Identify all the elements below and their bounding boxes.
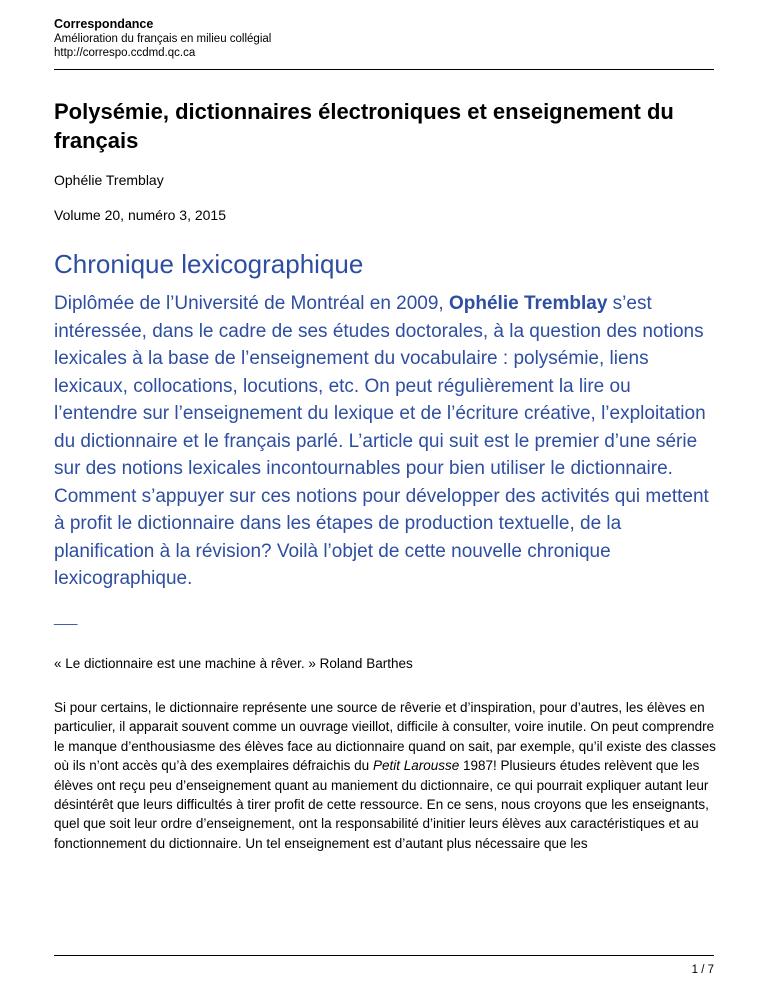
site-url[interactable]: http://correspo.ccdmd.qc.ca (54, 47, 196, 59)
page-header (54, 16, 714, 60)
site-tagline: Amélioration du français en milieu collégial (54, 33, 272, 45)
page-number: 1 / 7 (691, 964, 714, 976)
section-separator: ___ (54, 609, 78, 625)
site-name: Correspondance (54, 17, 154, 31)
book-title: Petit Larousse (372, 758, 460, 774)
body-paragraph (54, 698, 719, 853)
article-title: Polysémie, dictionnaires électroniques et enseignement du français (54, 99, 674, 153)
intro-text-end: s’est intéressée, dans le cadre de ses études doctorales, à la question des notions lexicales à la base de l’enseignement du vocabulaire : polysémie, liens lexicaux, collocations, locutions, etc. On peut régulièrement la lire ou l’entendre sur l’enseignement du lexique et de l’écriture créative, l’exploitation du dictionnaire et le français parlé. L’article qui suit est le premier d’une série sur des notions lexicales incontournables pour bien utiliser le dictionnaire. Comment s’appuyer sur ces notions pour développer des activités qui mettent à profit le dictionnaire dans les étapes de production textuelle, de la planification à la révision? Voilà l’objet de cette nouvelle chronique lexicographique. (54, 293, 709, 589)
intro-text-start: Diplômée de l’Université de Montréal en 2009, (54, 293, 449, 314)
intro-author-name: Ophélie Tremblay (449, 293, 608, 314)
header-divider (54, 69, 714, 70)
epigraph: « Le dictionnaire est une machine à rêver. » Roland Barthes (54, 656, 413, 671)
article-intro (54, 290, 714, 593)
document-page (54, 0, 714, 994)
paragraph-text-end: 1987! Plusieurs études relèvent que les élèves ont reçu peu d’enseignement quant au maniement du dictionnaire, ce qui pourrait expliquer autant leur désintérêt que leurs difficultés à tirer profit de cette ressource. En ce sens, nous croyons que les enseignants, quel que soit leur ordre d’enseignement, ont la responsabilité d’initier leurs élèves aux caractéristiques et au fonctionnement du dictionnaire. Un tel enseignement est d’autant plus nécessaire que les (54, 758, 709, 851)
paragraph-text-start: Si pour certains, le dictionnaire représente une source de rêverie et d’inspiration, pour d’autres, les élèves en particulier, il apparait souvent comme un ouvrage vieillot, difficile à consulter, voire inutile. On peut comprendre le manque d’enthousiasme des élèves face au dictionnaire quand on sait, par exemple, qu’il existe des classes où ils n’ont accès qu’à des exemplaires défraichis du (54, 700, 716, 774)
article-author: Ophélie Tremblay (54, 172, 164, 188)
article-volume: Volume 20, numéro 3, 2015 (54, 207, 227, 223)
rubric-heading: Chronique lexicographique (54, 249, 364, 279)
footer-divider (54, 955, 714, 956)
